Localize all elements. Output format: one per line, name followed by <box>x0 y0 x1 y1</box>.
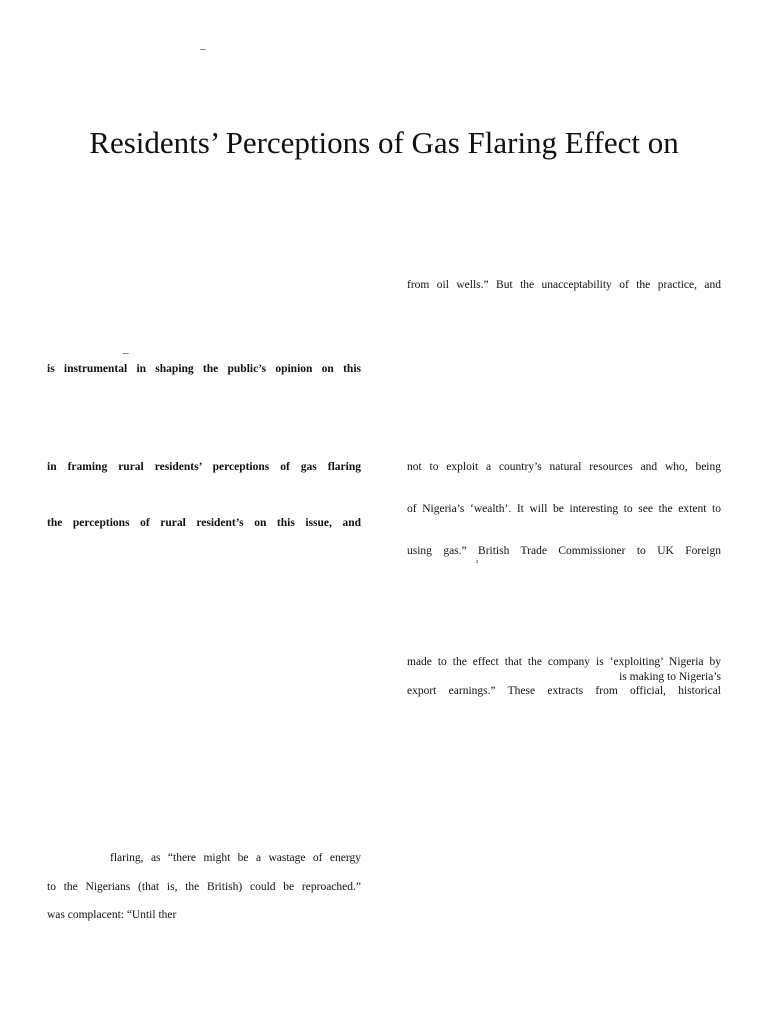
top-dash-mark: – <box>200 43 206 55</box>
right-line-2: not to exploit a country’s natural resources and who, being <box>407 461 721 473</box>
right-line-4: using gas.” British Trade Commissioner to UK Foreign <box>407 545 721 557</box>
right-line-1: from oil wells.” But the unacceptability of the practice, and <box>407 279 721 291</box>
left-line-5: to the Nigerians (that is, the British) could be reproached.” <box>47 881 361 893</box>
right-line-3: of Nigeria’s ‘wealth’. It will be interesting to see the extent to <box>407 503 721 515</box>
left-line-6: was complacent: “Until ther <box>47 909 177 921</box>
left-line-1: is instrumental in shaping the public’s opinion on this <box>47 363 361 375</box>
right-line-6: is making to Nigeria’s <box>619 671 721 683</box>
right-line-7: export earnings.” These extracts from official, historical <box>407 685 721 697</box>
left-line-3: the perceptions of rural resident’s on this issue, and <box>47 517 361 529</box>
footnote-marker: ³ <box>476 559 479 567</box>
left-dash-mark: – <box>123 347 129 359</box>
page-title: Residents’ Perceptions of Gas Flaring Effect on <box>89 125 679 160</box>
left-line-4: flaring, as “there might be a wastage of energy <box>110 852 361 864</box>
left-line-2: in framing rural residents’ perceptions of gas flaring <box>47 461 361 473</box>
right-line-5: made to the effect that the company is ‘exploiting’ Nigeria by <box>407 656 721 668</box>
